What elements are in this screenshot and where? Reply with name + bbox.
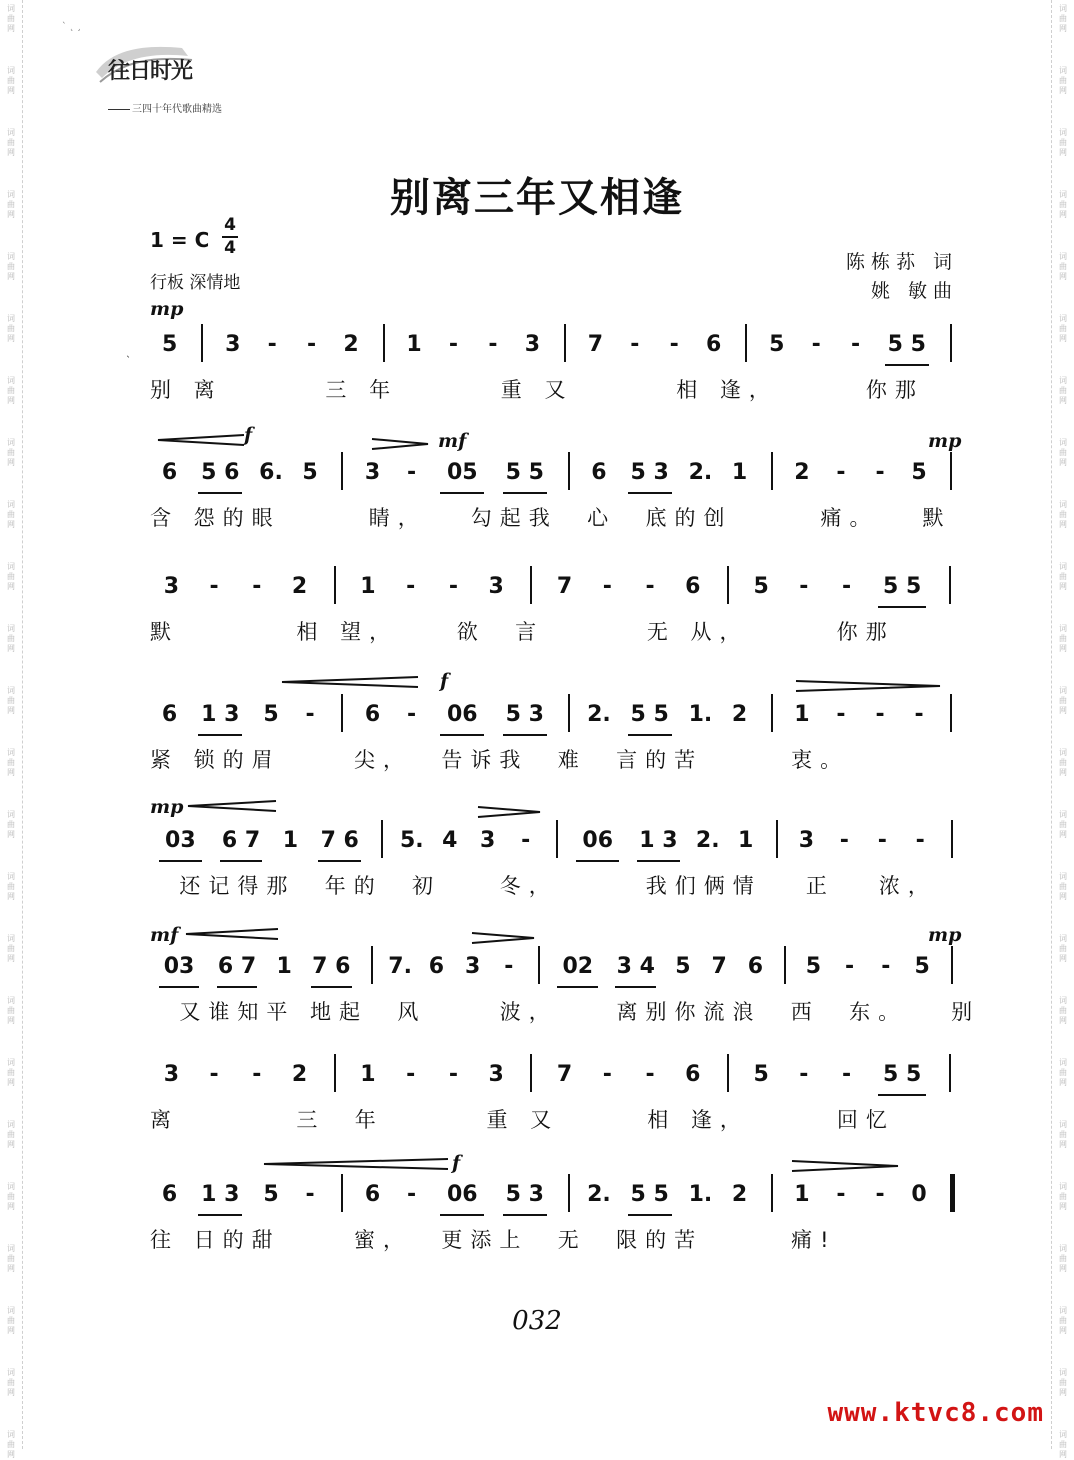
watermark-text: 词 曲 网 xyxy=(1059,872,1067,901)
margin-tick: ˎ xyxy=(126,347,131,358)
score-row-3 xyxy=(150,566,980,676)
watermark-text: 词 曲 网 xyxy=(7,66,15,95)
crescendo-hairpin xyxy=(280,676,420,688)
eighth-underline xyxy=(503,734,547,736)
barline xyxy=(568,694,570,732)
barline xyxy=(568,452,570,490)
dynamic-f: f xyxy=(244,424,253,446)
eighth-underline xyxy=(311,986,352,988)
dash-note: - xyxy=(836,1182,846,1207)
watermark-text: 词 曲 网 xyxy=(1059,190,1067,219)
note: 5 5 xyxy=(505,460,544,485)
key-signature: 1 = C xyxy=(150,228,210,252)
time-signature xyxy=(222,216,238,258)
note: 6 xyxy=(161,1182,178,1207)
credits xyxy=(846,248,958,306)
dash-note: - xyxy=(448,1062,458,1087)
eighth-underline xyxy=(628,492,672,494)
watermark-text: 词 曲 网 xyxy=(7,1120,15,1149)
eighth-underline xyxy=(576,860,618,862)
note: 03 xyxy=(163,954,195,979)
dash-note: - xyxy=(504,954,514,979)
watermark-text: 词 曲 网 xyxy=(7,4,15,33)
note: 03 xyxy=(165,828,196,853)
dash-note: - xyxy=(488,332,498,357)
barline xyxy=(334,1054,336,1092)
note: 3 xyxy=(798,828,815,853)
dash-note: - xyxy=(209,574,219,599)
dash-note: - xyxy=(448,574,458,599)
lyricist: 陈栋荪 词 xyxy=(845,251,958,273)
watermark-text: 词 曲 网 xyxy=(1059,934,1067,963)
watermark-text: 词 曲 网 xyxy=(1059,1306,1067,1335)
eighth-underline xyxy=(440,734,484,736)
lyric-line: 紧 锁的眉 尖， 告诉我 难 言的苦 衷。 xyxy=(150,748,850,772)
note: 3 xyxy=(524,332,540,357)
note: 1 3 xyxy=(201,702,240,727)
watermark-text: 词 曲 网 xyxy=(1059,252,1067,281)
dynamic-mf: mf xyxy=(438,430,467,452)
dynamic-mp: mp xyxy=(928,430,962,452)
dash-note: - xyxy=(521,828,531,853)
watermark-text: 词 曲 网 xyxy=(7,1430,15,1459)
lyric-line: 离 三 年 重 又 相 逢， 回忆 xyxy=(150,1108,895,1132)
barline xyxy=(381,820,383,858)
note: 7 6 xyxy=(312,954,351,979)
watermark-text: 词 曲 网 xyxy=(7,748,15,777)
dash-note: - xyxy=(267,332,277,357)
note: 3 xyxy=(163,1062,180,1087)
watermark-text: 词 曲 网 xyxy=(1059,748,1067,777)
eighth-underline xyxy=(878,606,926,608)
score-row-8 xyxy=(150,1174,980,1284)
dash-note: - xyxy=(645,574,655,599)
note: 1 xyxy=(794,702,810,727)
note: 5 3 xyxy=(630,460,669,485)
note: 7. xyxy=(388,954,412,979)
note: 1 xyxy=(406,332,422,357)
note: 2. xyxy=(587,1182,611,1207)
dash-note: - xyxy=(850,332,861,357)
eighth-underline xyxy=(440,492,484,494)
barline xyxy=(951,820,953,858)
eighth-underline xyxy=(628,734,672,736)
note: 1 xyxy=(360,1062,376,1087)
note: 7 xyxy=(556,574,573,599)
note: 3 4 xyxy=(616,954,655,979)
note: 2 xyxy=(794,460,810,485)
notation-line xyxy=(150,452,980,494)
score-row-6 xyxy=(150,946,980,1056)
barline xyxy=(341,694,343,732)
eighth-underline xyxy=(220,860,262,862)
barline xyxy=(564,324,566,362)
dynamic-mp: mp xyxy=(150,298,184,320)
watermark-text: 词 曲 网 xyxy=(1059,500,1067,529)
dash-note: - xyxy=(602,574,612,599)
notation-line xyxy=(150,820,980,862)
final-barline xyxy=(950,1174,955,1212)
note: 5 xyxy=(914,954,930,979)
eighth-underline xyxy=(198,1214,242,1216)
note: 06 xyxy=(582,828,614,853)
note: 1 xyxy=(738,828,754,853)
barline xyxy=(950,694,952,732)
barline xyxy=(727,566,729,604)
note: 7 xyxy=(711,954,727,979)
dash-note: - xyxy=(305,702,315,727)
watermark-text: 词 曲 网 xyxy=(1059,128,1067,157)
eighth-underline xyxy=(878,1094,926,1096)
note: 5 xyxy=(162,332,178,357)
note: 6 xyxy=(706,332,722,357)
watermark-text: 词 曲 网 xyxy=(7,686,15,715)
barline xyxy=(949,1054,951,1092)
barline xyxy=(776,820,778,858)
note: 6 xyxy=(428,954,445,979)
note: 5 xyxy=(675,954,691,979)
watermark-text: 词 曲 网 xyxy=(1059,376,1067,405)
watermark-text: 词 曲 网 xyxy=(7,810,15,839)
lyric-line: 往 日的甜 蜜， 更添上 无 限的苦 痛! xyxy=(150,1228,837,1252)
note: 5 xyxy=(753,574,769,599)
note: 2. xyxy=(587,702,611,727)
dash-note: - xyxy=(602,1062,612,1087)
watermark-text: 词 曲 网 xyxy=(7,500,15,529)
eighth-underline xyxy=(885,364,929,366)
corner-mark: ˋ ˛ ¸ xyxy=(62,22,82,32)
note: 3 xyxy=(488,1062,504,1087)
barline xyxy=(530,566,532,604)
note: 6 xyxy=(685,574,701,599)
note: 3 xyxy=(364,460,381,485)
barline xyxy=(568,1174,570,1212)
note: 6 xyxy=(747,954,764,979)
dash-note: - xyxy=(875,460,885,485)
eighth-underline xyxy=(557,986,598,988)
time-denominator: 4 xyxy=(224,238,236,258)
note: 5 5 xyxy=(630,1182,669,1207)
eighth-underline xyxy=(159,860,201,862)
barline xyxy=(341,1174,343,1212)
watermark-text: 词 曲 网 xyxy=(7,190,15,219)
site-watermark: www.ktvc8.com xyxy=(827,1398,1044,1428)
score-row-4 xyxy=(150,694,980,804)
note: 06 xyxy=(446,702,478,727)
dash-note: - xyxy=(875,702,885,727)
notation-line xyxy=(150,1054,980,1096)
time-numerator: 4 xyxy=(224,215,236,235)
note: 6 xyxy=(161,702,178,727)
dash-note: - xyxy=(836,460,846,485)
note: 6 xyxy=(591,460,607,485)
note: 05 xyxy=(446,460,478,485)
note: 1 3 xyxy=(639,828,678,853)
eighth-underline xyxy=(615,986,656,988)
note: 5 6 xyxy=(201,460,240,485)
note: 6 7 xyxy=(217,954,257,979)
barline xyxy=(201,324,203,362)
dash-note: - xyxy=(448,332,459,357)
dash-note: - xyxy=(881,954,891,979)
dash-note: - xyxy=(842,574,852,599)
watermark-text: 词 曲 网 xyxy=(7,1306,15,1335)
note: 3 xyxy=(480,828,496,853)
watermark-text: 词 曲 网 xyxy=(1059,810,1067,839)
notation-line xyxy=(150,946,980,988)
note: 2 xyxy=(291,1062,308,1087)
dash-note: - xyxy=(305,1182,315,1207)
watermark-text: 词 曲 网 xyxy=(7,996,15,1025)
dash-note: - xyxy=(209,1062,219,1087)
note: 6 xyxy=(364,1182,381,1207)
barline xyxy=(950,452,952,490)
eighth-underline xyxy=(198,734,242,736)
barline xyxy=(950,324,952,362)
notation-line xyxy=(150,1174,980,1216)
decrescendo-hairpin xyxy=(476,806,542,818)
song-title: 别离三年又相逢 xyxy=(390,174,684,221)
note: 7 6 xyxy=(320,828,359,853)
note: 1 3 xyxy=(201,1182,240,1207)
note: 5 xyxy=(263,702,279,727)
barline xyxy=(951,946,953,984)
watermark-text: 词 曲 网 xyxy=(1059,1120,1067,1149)
watermark-text: 词 曲 网 xyxy=(1059,1368,1067,1397)
dash-note: - xyxy=(645,1062,655,1087)
note: 2. xyxy=(695,828,720,853)
note: 6 xyxy=(161,460,178,485)
barline xyxy=(371,946,373,984)
eighth-underline xyxy=(440,1214,484,1216)
watermark-text: 词 曲 网 xyxy=(7,1182,15,1211)
note: 1. xyxy=(688,702,713,727)
note: 3 xyxy=(464,954,481,979)
dash-note: - xyxy=(839,828,849,853)
watermark-text: 词 曲 网 xyxy=(7,934,15,963)
score-row-1 xyxy=(150,324,980,434)
dash-note: - xyxy=(914,702,924,727)
watermark-text: 词 曲 网 xyxy=(7,872,15,901)
barline xyxy=(771,452,773,490)
note: 1 xyxy=(360,574,376,599)
logo-text: 往日时光 xyxy=(108,58,193,84)
barline xyxy=(383,324,385,362)
lyric-line: 含 怨的眼 睛， 勾起我 心 底的创 痛。 默 xyxy=(150,506,952,530)
barline xyxy=(530,1054,532,1092)
decrescendo-hairpin xyxy=(794,680,942,692)
note: 2 xyxy=(731,702,748,727)
watermark-text: 词 曲 网 xyxy=(1059,1430,1067,1459)
dash-note: - xyxy=(799,574,809,599)
watermark-text: 词 曲 网 xyxy=(1059,1058,1067,1087)
eighth-underline xyxy=(318,860,360,862)
barline xyxy=(334,566,336,604)
notation-line xyxy=(150,566,980,608)
crescendo-hairpin xyxy=(156,434,246,446)
barline xyxy=(771,694,773,732)
watermark-text: 词 曲 网 xyxy=(1059,66,1067,95)
watermark-text: 词 曲 网 xyxy=(7,252,15,281)
dynamic-f: f xyxy=(440,670,449,692)
note: 6 xyxy=(364,702,381,727)
dash-note: - xyxy=(915,828,925,853)
eighth-underline xyxy=(503,492,547,494)
watermark-text: 词 曲 网 xyxy=(7,1244,15,1273)
note: 5 xyxy=(769,332,785,357)
note: 5 3 xyxy=(505,702,544,727)
note: 3 xyxy=(488,574,504,599)
note: 5 5 xyxy=(883,574,922,599)
lyric-line: 默 相 望， 欲 言 无 从， 你那 xyxy=(150,620,895,644)
barline xyxy=(341,452,343,490)
note: 4 xyxy=(442,828,458,853)
dash-note: - xyxy=(669,332,679,357)
eighth-underline xyxy=(637,860,679,862)
watermark-text: 词 曲 网 xyxy=(7,438,15,467)
note: 5 xyxy=(753,1062,769,1087)
dash-note: - xyxy=(799,1062,809,1087)
watermark-text: 词 曲 网 xyxy=(1059,314,1067,343)
eighth-underline xyxy=(198,492,242,494)
watermark-text: 词 曲 网 xyxy=(1059,4,1067,33)
note: 6. xyxy=(259,460,283,485)
note: 5 xyxy=(263,1182,279,1207)
eighth-underline xyxy=(628,1214,672,1216)
book-header xyxy=(92,42,262,114)
note: 02 xyxy=(562,954,594,979)
note: 06 xyxy=(446,1182,478,1207)
watermark-text: 词 曲 网 xyxy=(7,624,15,653)
dash-note: - xyxy=(845,954,855,979)
lyric-line: 还记得那 年的 初 冬， 我们俩情 正 浓， xyxy=(150,874,937,898)
note: 7 xyxy=(587,332,604,357)
watermark-text: 词 曲 网 xyxy=(7,1058,15,1087)
dash-note: - xyxy=(877,828,887,853)
dash-note: - xyxy=(836,702,846,727)
page-number: 032 xyxy=(512,1306,562,1336)
note: 5 5 xyxy=(887,332,926,357)
note: 5 5 xyxy=(630,702,669,727)
note: 5 xyxy=(302,460,318,485)
dash-note: - xyxy=(406,1182,417,1207)
dynamic-mp: mp xyxy=(150,796,184,818)
watermark-text: 词 曲 网 xyxy=(1059,1244,1067,1273)
watermark-text: 词 曲 网 xyxy=(1059,562,1067,591)
note: 2. xyxy=(688,460,713,485)
note: 1 xyxy=(731,460,748,485)
dynamic-mf: mf xyxy=(150,924,179,946)
dash-note: - xyxy=(406,702,417,727)
note: 6 xyxy=(685,1062,701,1087)
watermark-text: 词 曲 网 xyxy=(1059,996,1067,1025)
book-tagline: 三四十年代歌曲精选 xyxy=(108,100,222,115)
score-row-5 xyxy=(150,820,980,930)
barline xyxy=(949,566,951,604)
composer: 姚 敏曲 xyxy=(870,280,958,302)
dash-note: - xyxy=(875,1182,885,1207)
eighth-underline xyxy=(217,986,258,988)
watermark-text: 词 曲 网 xyxy=(1059,438,1067,467)
note: 2 xyxy=(291,574,308,599)
watermark-text: 词 曲 网 xyxy=(1059,624,1067,653)
watermark-text: 词 曲 网 xyxy=(7,314,15,343)
dash-note: - xyxy=(630,332,640,357)
dash-note: - xyxy=(406,574,416,599)
watermark-text: 词 曲 网 xyxy=(7,376,15,405)
note: 5. xyxy=(399,828,424,853)
dash-note: - xyxy=(406,1062,416,1087)
dash-note: - xyxy=(252,1062,262,1087)
note: 5 xyxy=(805,954,822,979)
barline xyxy=(727,1054,729,1092)
note: 2 xyxy=(343,332,359,357)
note: 1 xyxy=(794,1182,810,1207)
note: 1 xyxy=(282,828,299,853)
score-row-2 xyxy=(150,452,980,562)
watermark-text: 词 曲 网 xyxy=(1059,686,1067,715)
dash-note: - xyxy=(252,574,262,599)
lyric-line: 别 离 三 年 重 又 相 逢， 你那 xyxy=(150,378,924,402)
dynamic-f: f xyxy=(452,1152,461,1174)
notation-line xyxy=(150,694,980,736)
score-row-7 xyxy=(150,1054,980,1164)
dash-note: - xyxy=(307,332,317,357)
barline xyxy=(745,324,747,362)
note: 6 7 xyxy=(221,828,261,853)
note: 2 xyxy=(731,1182,748,1207)
watermark-text: 词 曲 网 xyxy=(1059,1182,1067,1211)
barline xyxy=(784,946,786,984)
decrescendo-hairpin xyxy=(470,932,536,944)
tempo-marking: 行板 深情地 xyxy=(150,273,241,293)
decrescendo-hairpin xyxy=(370,438,430,450)
barline xyxy=(556,820,558,858)
note: 3 xyxy=(225,332,241,357)
note: 0 xyxy=(911,1182,927,1207)
lyric-line: 又谁知平 地起 风 波， 离别你流浪 西 东。 别 xyxy=(150,1000,981,1024)
note: 1 xyxy=(276,954,292,979)
note: 5 3 xyxy=(505,1182,544,1207)
note: 5 5 xyxy=(883,1062,922,1087)
note: 5 xyxy=(911,460,927,485)
dynamic-mp: mp xyxy=(928,924,962,946)
dash-note: - xyxy=(406,460,417,485)
barline xyxy=(771,1174,773,1212)
eighth-underline xyxy=(503,1214,547,1216)
watermark-text: 词 曲 网 xyxy=(7,562,15,591)
notation-line xyxy=(150,324,980,366)
dash-note: - xyxy=(842,1062,852,1087)
note: 7 xyxy=(556,1062,573,1087)
watermark-text: 词 曲 网 xyxy=(7,128,15,157)
watermark-text: 词 曲 网 xyxy=(7,1368,15,1397)
barline xyxy=(538,946,540,984)
note: 1. xyxy=(688,1182,713,1207)
eighth-underline xyxy=(159,986,200,988)
note: 3 xyxy=(163,574,180,599)
dash-note: - xyxy=(811,332,821,357)
